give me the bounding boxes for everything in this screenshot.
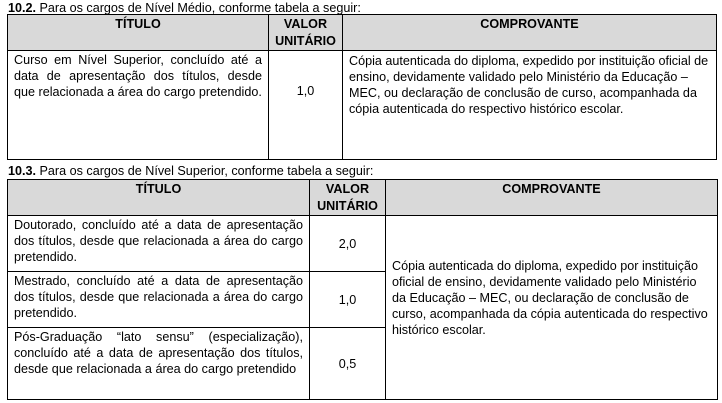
section-number: 10.3. [8,164,37,178]
table-nivel-medio [7,14,717,160]
table-row [8,51,717,160]
cell-valor: 1,0 [269,51,343,160]
header-valor-line2: UNITÁRIO [317,199,378,213]
cell-titulo: Pós-Graduação “lato sensu” (especialização), concluído até a data de apresentação dos títulos, desde que relacionada a área do cargo pretendido [8,328,310,400]
cell-valor: 0,5 [310,328,386,400]
cell-comprovante: Cópia autenticada do diploma, expedido por instituição oficial de ensino, devidamente validado pelo Ministério da Educação – MEC, ou declaração de conclusão de curso, acompanhada da cópia autenticada do respectivo histórico escolar. [386,216,718,400]
section-10-3-heading [8,163,373,179]
cell-valor: 2,0 [310,216,386,272]
table-header-row [8,180,718,216]
cell-titulo: Curso em Nível Superior, concluído até a data de apresentação dos títulos, desde que relacionada a área do cargo pretendido. [8,51,269,160]
section-number: 10.2. [8,1,37,15]
section-intro: Para os cargos de Nível Médio, conforme tabela a seguir: [36,1,361,15]
cell-valor: 1,0 [310,272,386,328]
header-titulo: TÍTULO [8,180,310,216]
header-valor-unitario [269,15,343,51]
header-valor-line1: VALOR [325,182,370,196]
table-header-row [8,15,717,51]
header-titulo: TÍTULO [8,15,269,51]
table-nivel-superior [7,179,718,400]
header-comprovante: COMPROVANTE [386,180,718,216]
header-valor-unitario [310,180,386,216]
cell-titulo: Mestrado, concluído até a data de apresentação dos títulos, desde que relacionada a área do cargo pretendido. [8,272,310,328]
table-row [8,216,718,272]
header-valor-line2: UNITÁRIO [275,34,336,48]
cell-comprovante: Cópia autenticada do diploma, expedido por instituição oficial de ensino, devidamente validado pelo Ministério da Educação – MEC, ou declaração de conclusão de curso, acompanhada da cópia autenticada do respectivo histórico escolar. [343,51,717,160]
header-comprovante: COMPROVANTE [343,15,717,51]
section-intro: Para os cargos de Nível Superior, conforme tabela a seguir: [36,164,374,178]
header-valor-line1: VALOR [283,17,328,31]
cell-titulo: Doutorado, concluído até a data de apresentação dos títulos, desde que relacionada a área do cargo pretendido. [8,216,310,272]
